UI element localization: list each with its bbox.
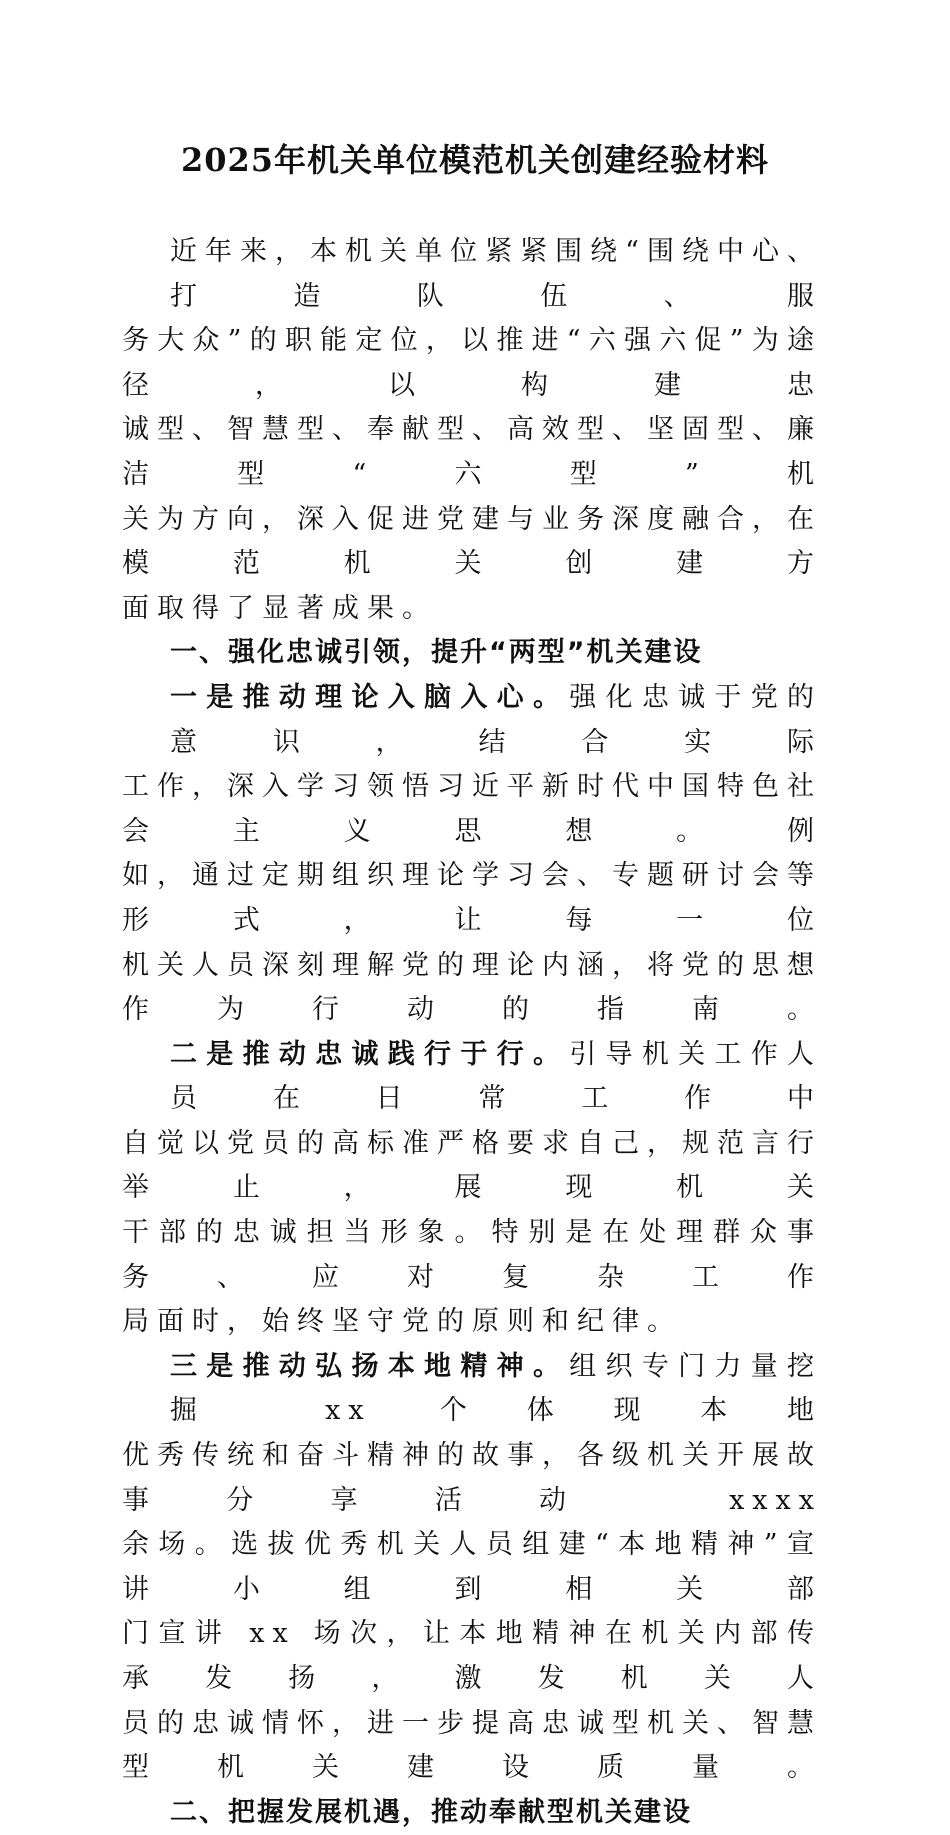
- text-line: 关为方向，深入促进党建与业务深度融合，在模范机关创建方: [122, 503, 822, 580]
- text-line: [122, 1345, 822, 1434]
- text-line: 机关人员深刻理解党的理论内涵，将党的思想作为行动的指南。: [122, 949, 822, 1026]
- section-heading-2: 二、把握发展机遇，推动奉献型机关建设: [170, 1796, 692, 1828]
- section-heading-1: 一、强化忠诚引领，提升“两型”机关建设: [170, 637, 703, 669]
- text-line: 自觉以党员的高标准严格要求自己，规范言行举止，展现机关: [122, 1127, 822, 1204]
- text-line: 干部的忠诚担当形象。特别是在处理群众事务、应对复杂工作: [122, 1217, 822, 1293]
- text-line: 局面时，始终坚守党的原则和纪律。: [122, 1306, 682, 1338]
- text-line: 如，通过定期组织理论学习会、专题研讨会等形式，让每一位: [122, 860, 822, 936]
- text-line: 近年来，本机关单位紧紧围绕“围绕中心、打造队伍、服: [170, 236, 822, 312]
- text-span: 强化忠诚于党的意识，结合实际: [170, 681, 823, 758]
- text-line: 门宣讲 xx 场次，让本地精神在机关内部传承发扬，激发机关人: [122, 1618, 822, 1694]
- text-line: 务大众”的职能定位，以推进“六强六促”为途径，以构建忠: [122, 325, 822, 401]
- text-span: 引导机关工作人员在日常工作中: [170, 1038, 823, 1115]
- text-line: 优秀传统和奋斗精神的故事，各级机关开展故事分享活动 xxxx: [122, 1440, 822, 1516]
- text-line: 余场。选拔优秀机关人员组建“本地精神”宣讲小组到相关部: [122, 1529, 822, 1605]
- text-line: 员的忠诚情怀，进一步提高忠诚型机关、智慧型机关建设质量。: [122, 1707, 822, 1784]
- paragraph-lead: 二是推动忠诚践行于行。: [170, 1038, 570, 1070]
- text-line: 工作，深入学习领悟习近平新时代中国特色社会主义思想。例: [122, 771, 822, 847]
- text-line: [122, 676, 822, 765]
- text-span: 组织专门力量挖掘 xx 个体现本地: [170, 1350, 823, 1427]
- paragraph-point-1: [122, 676, 822, 1033]
- paragraph-lead: 三是推动弘扬本地精神。: [170, 1350, 570, 1382]
- text-line: [122, 1033, 822, 1122]
- paragraph-point-2: [122, 1033, 822, 1345]
- text-line: 诚型、智慧型、奉献型、高效型、坚固型、廉洁型“六型”机: [122, 414, 822, 490]
- document-body: [122, 230, 822, 1835]
- document-title: 2025年机关单位模范机关创建经验材料: [180, 141, 770, 179]
- intro-paragraph: [122, 230, 822, 631]
- paragraph-point-3: [122, 1345, 822, 1791]
- text-line: 面取得了显著成果。: [122, 592, 437, 624]
- paragraph-lead: 一是推动理论入脑入心。: [170, 681, 570, 713]
